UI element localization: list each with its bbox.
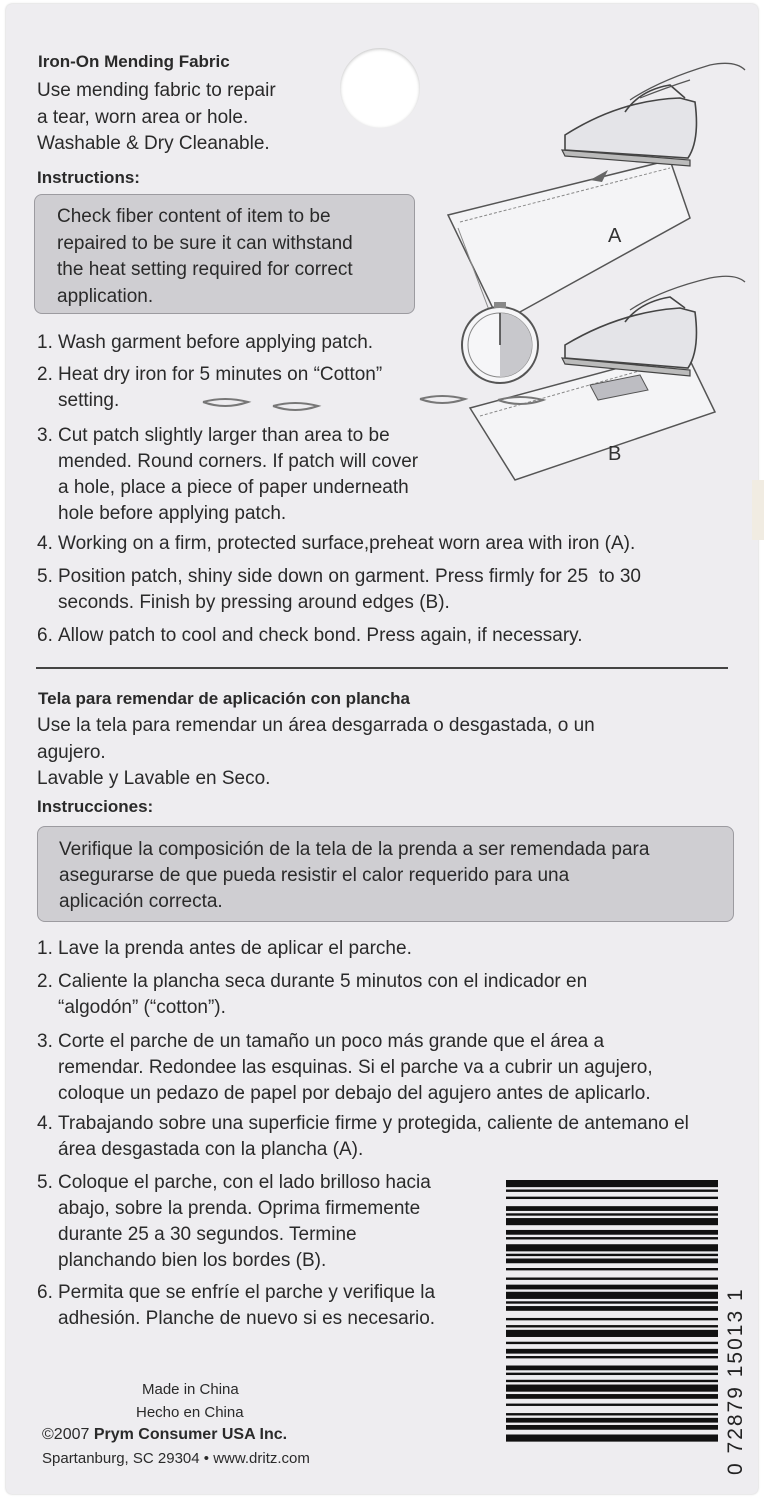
barcode-bar — [506, 1425, 718, 1430]
step-number: 2. — [37, 971, 53, 992]
step-text-line-2: mended. Round corners. If patch will cover — [58, 451, 419, 472]
barcode-bar — [506, 1356, 718, 1358]
english-note-line-2: repaired to be sure it can withstand — [57, 232, 353, 254]
step-number: 5. — [37, 1172, 53, 1193]
step-text-line-2: adhesión. Planche de nuevo si es necesario. — [58, 1308, 436, 1329]
fabric-strip-a-icon — [448, 160, 690, 323]
spanish-step-1 — [37, 936, 537, 962]
barcode-bar — [506, 1213, 718, 1215]
step-number: 4. — [37, 533, 53, 554]
hecho-en-china: Hecho en China — [136, 1404, 244, 1421]
barcode-bar — [506, 1197, 718, 1199]
step-number: 1. — [37, 332, 53, 353]
step-text-line-4: hole before applying patch. — [58, 503, 287, 524]
spanish-intro-line-3: Lavable y Lavable en Seco. — [37, 768, 271, 789]
barcode-bar — [506, 1380, 718, 1382]
barcode-bar — [506, 1258, 718, 1263]
iron-b-icon — [562, 276, 745, 376]
step-text: Lave la prenda antes de aplicar el parche. — [58, 938, 412, 959]
step-text-line-1: Trabajando sobre una superficie firme y protegida, caliente de antemano el — [58, 1113, 689, 1134]
card-edge-strip — [752, 480, 764, 540]
english-title: Iron-On Mending Fabric — [38, 52, 230, 71]
step-text-line-1: Corte el parche de un tamaño un poco más grande que el área a — [58, 1031, 605, 1052]
step-text-line-3: a hole, place a piece of paper underneath — [58, 477, 409, 498]
barcode-bar — [506, 1230, 718, 1235]
barcode-bar — [506, 1268, 718, 1270]
barcode-bar — [506, 1413, 718, 1415]
barcode-bar — [506, 1404, 718, 1406]
barcode-digits — [720, 1150, 750, 1480]
step-text-line-1: Heat dry iron for 5 minutes on “Cotton” — [58, 364, 383, 385]
spanish-step-4 — [37, 1111, 737, 1163]
spanish-note-line-3: aplicación correcta. — [59, 891, 223, 912]
step-number: 4. — [37, 1113, 53, 1134]
english-step-4 — [37, 531, 727, 557]
barcode-bar — [506, 1434, 718, 1441]
english-intro-line-3: Washable & Dry Cleanable. — [37, 133, 270, 154]
spanish-note-line-1: Verifique la composición de la tela de la prenda a ser remendada para — [59, 839, 650, 860]
step-text-line-1: Coloque el parche, con el lado brilloso hacia — [58, 1172, 431, 1193]
step-text-line-1: Permita que se enfríe el parche y verifique la — [58, 1282, 436, 1303]
step-number: 2. — [37, 364, 53, 385]
step-text-line-4: planchando bien los bordes (B). — [58, 1250, 327, 1271]
svg-text:0 72879 15013 1: 0 72879 15013 1 — [724, 1287, 747, 1475]
label-a: A — [608, 225, 622, 247]
ironing-illustration — [170, 40, 750, 510]
barcode-bar — [506, 1373, 718, 1375]
barcode-bar — [506, 1306, 718, 1311]
step-text-line-2: abajo, sobre la prenda. Oprima firmemente — [58, 1198, 421, 1219]
barcode-bar — [506, 1325, 718, 1327]
timer-icon — [462, 302, 538, 383]
step-number: 3. — [37, 1031, 53, 1052]
spanish-intro-line-1: Use la tela para remendar un área desgarrada o desgastada, o un — [37, 715, 595, 736]
barcode-bar — [506, 1254, 718, 1256]
spanish-note-line-2: asegurarse de que pueda resistir el calor requerido para una — [59, 865, 570, 886]
barcode-bar — [506, 1206, 718, 1211]
section-divider — [36, 667, 728, 669]
english-note-line-4: application. — [57, 285, 154, 307]
step-text-line-2: remendar. Redondee las esquinas. Si el parche va a cubrir un agujero, — [58, 1057, 653, 1078]
english-intro-line-1: Use mending fabric to repair — [37, 80, 276, 101]
step-number: 5. — [37, 566, 53, 587]
copyright-prefix: ©2007 — [42, 1426, 94, 1443]
english-note-line-3: the heat setting required for correct — [57, 259, 353, 280]
copyright-line — [42, 1424, 287, 1446]
step-text-line-1: Cut patch slightly larger than area to be — [58, 425, 390, 446]
english-note-line-1: Check fiber content of item to be — [57, 206, 331, 227]
step-text-line-2: setting. — [58, 390, 120, 411]
barcode-bar — [506, 1418, 718, 1423]
barcode-bar — [506, 1190, 718, 1192]
address-line: Spartanburg, SC 29304 • www.dritz.com — [42, 1450, 310, 1467]
spanish-step-2 — [37, 969, 727, 1021]
barcode-bar — [506, 1366, 718, 1371]
barcode-bar — [506, 1244, 718, 1251]
english-step-5 — [37, 564, 727, 616]
english-instructions-label: Instructions: — [37, 168, 140, 187]
english-intro-line-2: a tear, worn area or hole. — [37, 106, 249, 128]
spanish-title: Tela para remendar de aplicación con plancha — [38, 689, 410, 708]
step-text-line-2: seconds. Finish by pressing around edges (B). — [58, 592, 450, 613]
barcode-bar — [506, 1278, 718, 1280]
barcode-bar — [506, 1292, 718, 1299]
step-text-line-2: área desgastada con la plancha (A). — [58, 1139, 364, 1160]
barcode-bar — [506, 1318, 718, 1320]
barcode-bar — [506, 1180, 718, 1187]
spanish-step-5 — [37, 1170, 487, 1274]
step-number: 3. — [37, 425, 53, 446]
english-step-6 — [37, 623, 727, 649]
step-text-line-3: coloque un pedazo de papel por debajo del agujero antes de aplicarlo. — [58, 1083, 651, 1104]
step-text: Working on a firm, protected surface,preheat worn area with iron (A). — [58, 533, 636, 554]
step-number: 6. — [37, 625, 53, 646]
barcode-icon — [506, 1180, 718, 1444]
barcode-bar — [506, 1349, 718, 1354]
step-text-line-1: Position patch, shiny side down on garment. Press firmly for 25 to 30 — [58, 566, 641, 587]
spanish-instructions-label: Instrucciones: — [37, 797, 154, 816]
step-text: Allow patch to cool and check bond. Press again, if necessary. — [58, 625, 583, 646]
barcode-bar — [506, 1218, 718, 1225]
barcode-bar — [506, 1285, 718, 1290]
company-name: Prym Consumer USA Inc. — [93, 1426, 288, 1443]
spanish-intro-line-2: agujero. — [37, 741, 106, 763]
step-text-line-3: durante 25 a 30 segundos. Termine — [58, 1224, 357, 1245]
step-text-line-1: Caliente la plancha seca durante 5 minutos con el indicador en — [58, 971, 588, 992]
spanish-step-3 — [37, 1029, 727, 1107]
step-text: Wash garment before applying patch. — [58, 332, 374, 353]
barcode-bar — [506, 1385, 718, 1392]
barcode-bar — [506, 1394, 718, 1399]
spanish-step-6 — [37, 1280, 487, 1332]
step-number: 6. — [37, 1282, 53, 1303]
step-text-line-2: “algodón” (“cotton”). — [58, 997, 226, 1018]
barcode-bar — [506, 1301, 718, 1303]
barcode-bar — [506, 1330, 718, 1337]
step-number: 1. — [37, 938, 53, 959]
barcode-bar — [506, 1237, 718, 1239]
label-b: B — [608, 443, 622, 465]
barcode-bar — [506, 1342, 718, 1344]
made-in-china: Made in China — [142, 1381, 239, 1398]
